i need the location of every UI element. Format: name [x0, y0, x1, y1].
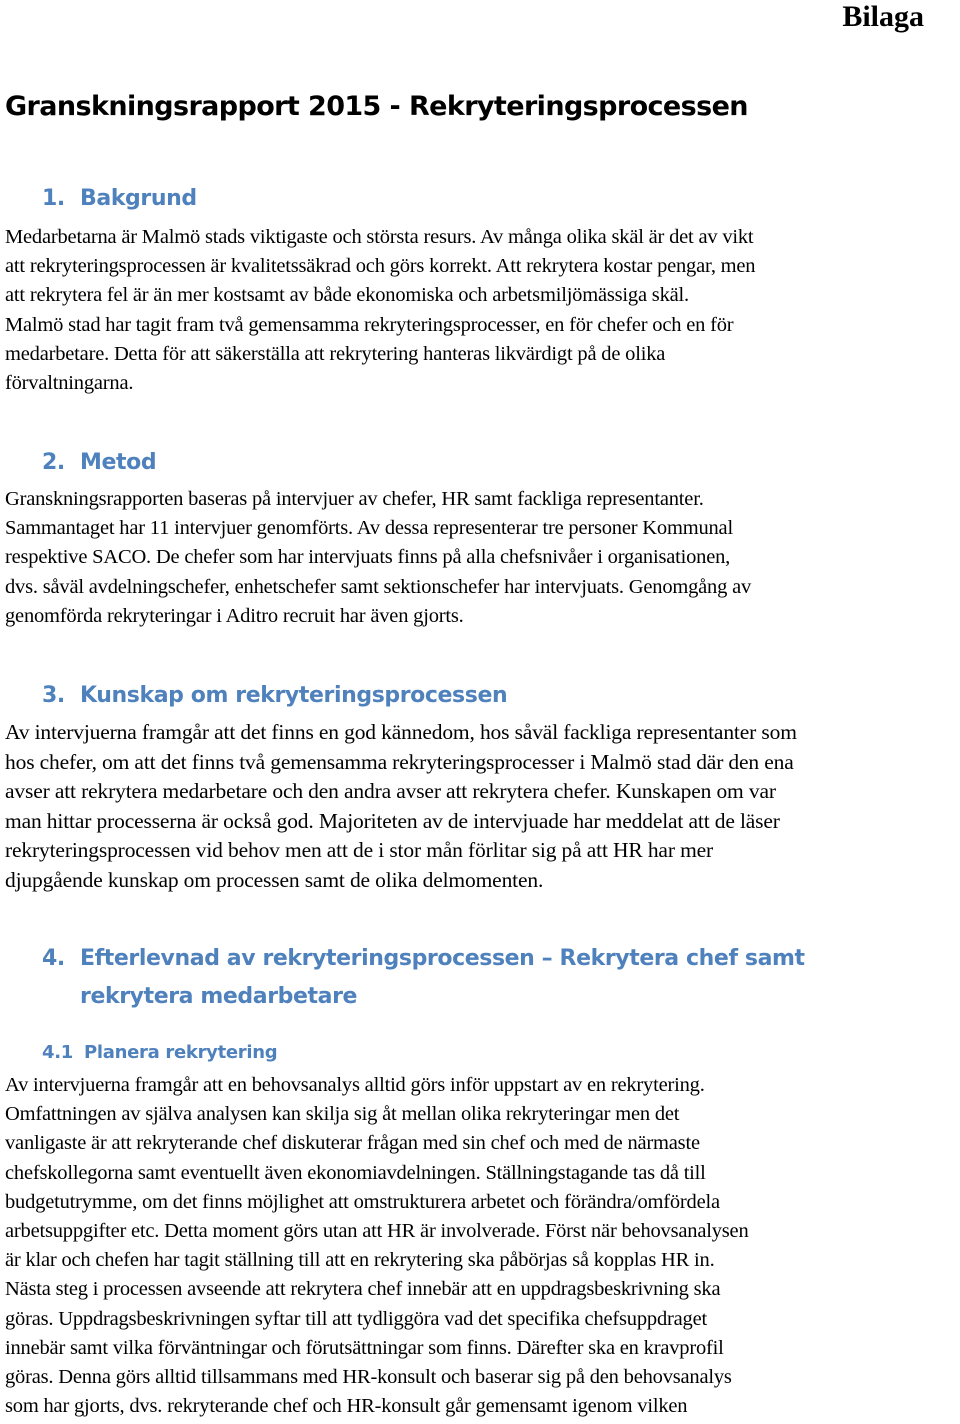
text-line: göras. Denna görs alltid tillsammans med HR-konsult och baserar sig på den behovsanalys [5, 1366, 732, 1389]
section-title: Bakgrund [80, 186, 197, 211]
subsection-heading-plan-recruitment [42, 1040, 277, 1066]
section-title: Efterlevnad av rekryteringsprocessen – Rekrytera chef samt [80, 946, 805, 971]
text-line: chefskollegorna samt eventuellt även ekonomiavdelningen. Ställningstagande tas då till [5, 1161, 706, 1184]
section-body-knowledge [5, 718, 797, 895]
section-title: Metod [80, 450, 157, 475]
subsection-title: Planera rekrytering [84, 1042, 278, 1063]
text-line: Sammantaget har 11 intervjuer genomförts. Av dessa representerar tre personer Kommunal [5, 517, 733, 540]
section-number: 3. [42, 683, 65, 708]
attachment-label: Bilaga [842, 0, 924, 33]
subsection-body-plan-recruitment [5, 1071, 749, 1421]
text-line: Granskningsrapporten baseras på intervjuer av chefer, HR samt fackliga representanter. [5, 488, 704, 510]
text-line: att rekryteringsprocessen är kvalitetssäkrad och görs korrekt. Att rekrytera kostar pengar, men [5, 255, 756, 278]
document-title: Granskningsrapport 2015 - Rekryteringsprocessen [5, 91, 748, 122]
text-line: genomförda rekryteringar i Aditro recruit har även gjorts. [5, 604, 464, 627]
text-line: medarbetare. Detta för att säkerställa att rekrytering hanteras likvärdigt på de olika [5, 342, 666, 365]
section-heading-compliance [42, 940, 805, 1016]
text-line: respektive SACO. De chefer som har intervjuats finns på alla chefsnivåer i organisationen, [5, 546, 731, 569]
text-line: Av intervjuerna framgår att en behovsanalys alltid görs inför uppstart av en rekrytering. [5, 1074, 705, 1096]
section-title-continued: rekrytera medarbetare [80, 984, 358, 1009]
text-line: avser att rekrytera medarbetare och den andra avser att rekrytera chefer. Kunskapen om var [5, 779, 776, 803]
text-line: arbetsuppgifter etc. Detta moment görs utan att HR är involverade. Först när behovsanalysen [5, 1220, 749, 1243]
text-line: budgetutrymme, om det finns möjlighet att omstrukturera arbetet och förändra/omfördela [5, 1190, 720, 1213]
section-number: 1. [42, 186, 65, 211]
text-line: som har gjorts, dvs. rekryterande chef och HR-konsult går gemensamt igenom vilken [5, 1395, 688, 1418]
text-line: dvs. såväl avdelningschefer, enhetschefer samt sektionschefer har intervjuats. Genomgång av [5, 575, 752, 598]
text-line: djupgående kunskap om processen samt de olika delmomenten. [5, 867, 544, 892]
text-line: man hittar processerna är också god. Majoriteten av de intervjuade har meddelat att de läser [5, 808, 780, 833]
section-heading-method [42, 444, 156, 482]
text-line: hos chefer, om att det finns två gemensamma rekryteringsprocesser i Malmö stad där den ena [5, 749, 794, 774]
text-line: Medarbetarna är Malmö stads viktigaste och största resurs. Av många olika skäl är det av vikt [5, 226, 754, 248]
section-body-background [5, 223, 755, 398]
text-line: göras. Uppdragsbeskrivningen syftar till att tydliggöra vad det specifika chefsuppdraget [5, 1307, 707, 1330]
text-line: Malmö stad har tagit fram två gemensamma rekryteringsprocesser, en för chefer och en för [5, 313, 734, 336]
subsection-number: 4.1 [42, 1042, 73, 1063]
text-line: Omfattningen av själva analysen kan skilja sig åt mellan olika rekryteringar men det [5, 1103, 680, 1126]
text-line: innebär samt vilka förväntningar och förutsättningar som finns. Därefter ska en kravprofil [5, 1336, 724, 1359]
text-line: vanligaste är att rekryterande chef diskuterar frågan med sin chef och med de närmaste [5, 1132, 700, 1155]
section-number: 4. [42, 946, 65, 971]
text-line: förvaltningarna. [5, 372, 134, 395]
section-heading-knowledge [42, 677, 507, 715]
text-line: Nästa steg i processen avseende att rekrytera chef innebär att en uppdragsbeskrivning ska [5, 1278, 721, 1301]
section-body-method [5, 485, 751, 631]
section-title: Kunskap om rekryteringsprocessen [80, 683, 508, 708]
text-line: är klar och chefen har tagit ställning till att en rekrytering ska påbörjas så kopplas HR in. [5, 1249, 715, 1272]
text-line: rekryteringsprocessen vid behov men att de i stor mån förlitar sig på att HR har mer [5, 838, 714, 862]
text-line: Av intervjuerna framgår att det finns en god kännedom, hos såväl fackliga representanter som [5, 720, 797, 744]
text-line: att rekrytera fel är än mer kostsamt av både ekonomiska och arbetsmiljömässiga skäl. [5, 284, 689, 307]
section-number: 2. [42, 450, 65, 475]
section-heading-background [42, 180, 197, 218]
